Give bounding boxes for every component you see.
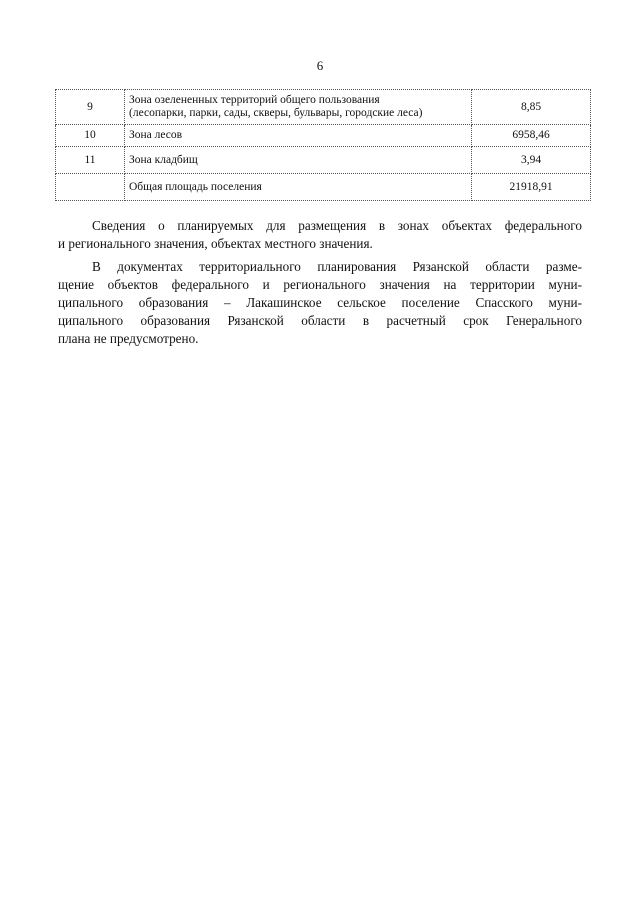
zone-name-line: (лесопарки, парки, сады, скверы, бульвары, городские леса) — [129, 107, 423, 119]
zone-area: 6958,46 — [472, 125, 591, 147]
paragraph-line: щение объектов федерального и регионального значения на территории муни- — [58, 277, 582, 292]
zone-name — [125, 90, 472, 125]
paragraph-line: Сведения о планируемых для размещения в зонах объектах федерального — [92, 218, 582, 233]
paragraph-line: ципального образования – Лакашинское сельское поселение Спасского муни- — [58, 295, 582, 310]
paragraph-line: плана не предусмотрено. — [58, 331, 199, 346]
table-row — [56, 90, 591, 125]
page-number: 6 — [316, 58, 324, 73]
paragraph-line: и регионального значения, объектах местного значения. — [58, 236, 373, 251]
paragraph-line: ципального образования Рязанской области в расчетный срок Генерального — [58, 313, 582, 328]
zone-area: 3,94 — [472, 147, 591, 174]
row-number: 11 — [56, 147, 125, 174]
paragraph-planned-objects — [58, 217, 582, 253]
zones-table — [55, 89, 591, 201]
table-row — [56, 147, 591, 174]
row-number: 9 — [56, 90, 125, 125]
zone-name: Общая площадь поселения — [125, 174, 472, 201]
paragraph-territorial-planning — [58, 258, 582, 348]
zone-name: Зона кладбищ — [125, 147, 472, 174]
table-row — [56, 125, 591, 147]
paragraph-line: В документах территориального планирования Рязанской области разме- — [92, 259, 582, 274]
row-number — [56, 174, 125, 201]
zone-name-line: Зона озелененных территорий общего пользования — [129, 94, 380, 106]
zone-area: 8,85 — [472, 90, 591, 125]
row-number: 10 — [56, 125, 125, 147]
zone-area: 21918,91 — [472, 174, 591, 201]
table-row-total — [56, 174, 591, 201]
zone-name: Зона лесов — [125, 125, 472, 147]
